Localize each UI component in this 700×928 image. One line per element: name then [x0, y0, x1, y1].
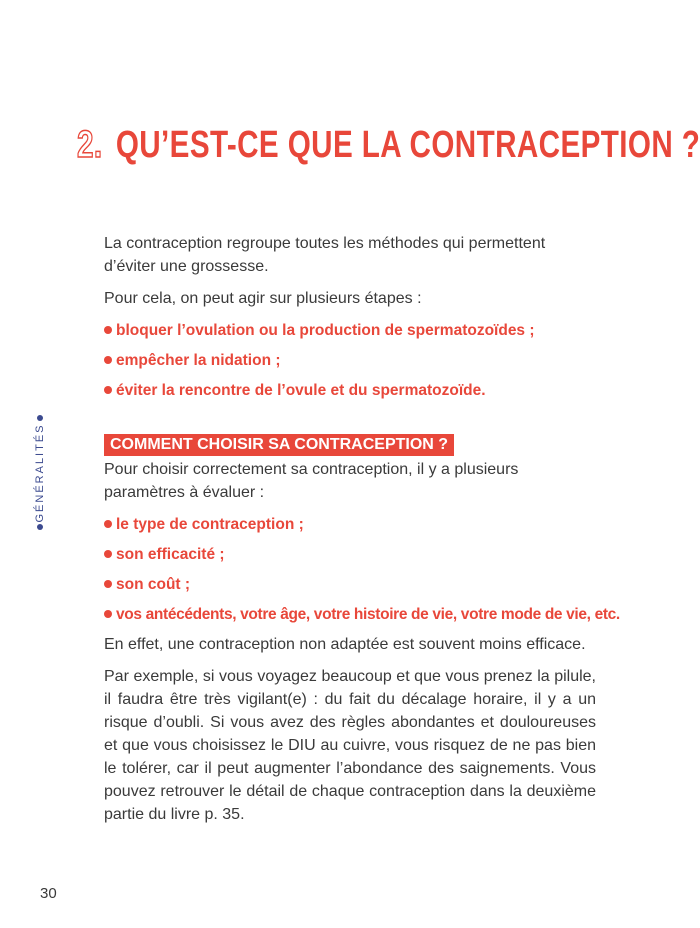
bullet-item: [104, 603, 620, 626]
bullet-text: son efficacité ;: [116, 546, 225, 563]
page-number: 30: [40, 885, 57, 902]
intro-paragraph: La contraception regroupe toutes les méthodes qui permettent d’éviter une grossesse.: [104, 235, 546, 275]
section-paragraph: Par exemple, si vous voyagez beaucoup et que vous prenez la pilule, il faudra être très vigilant(e) : du fait du décalage horaire, il y a un risque d’oubli. Si vous avez des règles abondantes et douloureuses et que vous choisissez le DIU au cuivre, vous risquez de ne pas bien le tolérer, car il peut augmenter l’abondance des saignements. Vous pouvez retrouver le détail de chaque contraception dans la deuxième partie du livre p. 35.: [104, 668, 596, 823]
section-heading: COMMENT CHOISIR SA CONTRACEPTION ?: [104, 434, 454, 456]
bullet-dot-icon: [104, 610, 112, 618]
bullet-text: éviter la rencontre de l’ovule et du spermatozoïde.: [116, 382, 486, 399]
bullet-dot-icon: [104, 550, 112, 558]
main-content: [104, 232, 620, 835]
bullet-text: son coût ;: [116, 576, 191, 593]
bullet-text: le type de contraception ;: [116, 516, 304, 533]
sidebar-label: [29, 415, 51, 530]
sidebar-text: GÉNÉRALITÉS: [34, 422, 46, 523]
bullet-dot-icon: [104, 580, 112, 588]
bullet-item: [104, 379, 596, 402]
bullet-item: [104, 543, 596, 566]
section-paragraph: En effet, une contraception non adaptée est souvent moins efficace.: [104, 636, 586, 653]
bullet-text: bloquer l’ovulation ou la production de spermatozoïdes ;: [116, 322, 535, 339]
bullet-text: vos antécédents, votre âge, votre histoire de vie, votre mode de vie, etc.: [116, 606, 620, 623]
bullet-item: [104, 319, 596, 342]
bullet-dot-icon: [104, 386, 112, 394]
intro-paragraph: Pour cela, on peut agir sur plusieurs étapes :: [104, 290, 422, 307]
bullet-item: [104, 349, 596, 372]
bullet-text: empêcher la nidation ;: [116, 352, 281, 369]
section-paragraph: Pour choisir correctement sa contraception, il y a plusieurs paramètres à évaluer :: [104, 461, 519, 501]
title-text: QU’EST-CE QUE LA CONTRACEPTION ?: [115, 124, 700, 166]
sidebar-dot-icon: [37, 415, 43, 421]
bullet-item: [104, 573, 596, 596]
title-number: 2.: [77, 124, 103, 166]
page-title: [77, 124, 700, 167]
sidebar-dot-icon: [37, 524, 43, 530]
bullet-dot-icon: [104, 520, 112, 528]
bullet-item: [104, 513, 596, 536]
bullet-dot-icon: [104, 326, 112, 334]
bullet-dot-icon: [104, 356, 112, 364]
